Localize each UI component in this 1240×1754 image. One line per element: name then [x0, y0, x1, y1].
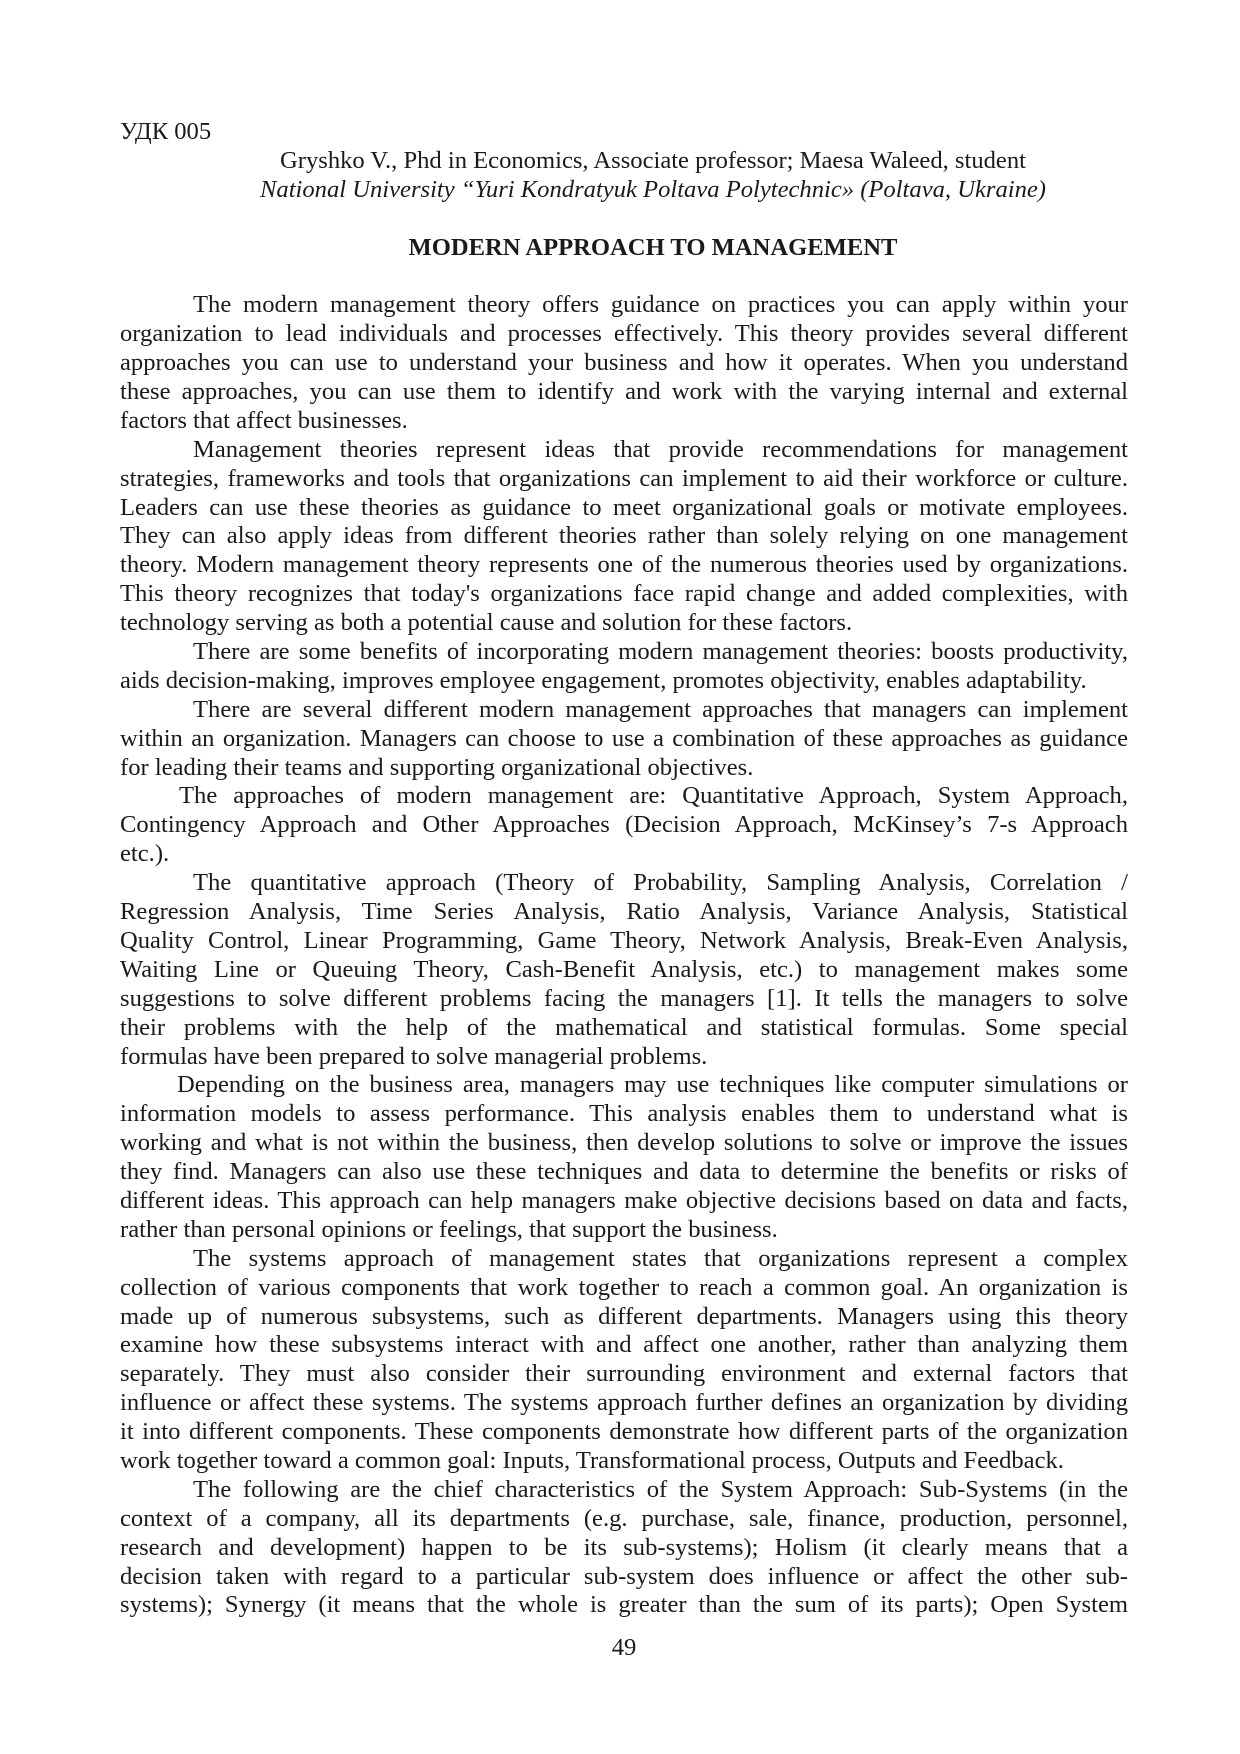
- body-text-line: they find. Managers can also use these techniques and data to determine the benefits or risks of: [120, 1158, 1128, 1186]
- article-title: MODERN APPROACH TO MANAGEMENT: [408, 233, 898, 261]
- body-text-line: working and what is not within the business, then develop solutions to solve or improve the issues: [120, 1129, 1128, 1157]
- body-text-line: This theory recognizes that today's organizations face rapid change and added complexities, with: [120, 580, 1128, 608]
- body-text-line: Management theories represent ideas that provide recommendations for management: [193, 435, 1128, 463]
- body-text-line: separately. They must also consider their surrounding environment and external factors that: [120, 1360, 1128, 1388]
- body-text-line: Quality Control, Linear Programming, Game Theory, Network Analysis, Break-Even Analysis,: [120, 926, 1128, 954]
- body-text-line: suggestions to solve different problems facing the managers [1]. It tells the managers to solve: [120, 984, 1128, 1012]
- paragraph: [120, 1245, 1128, 1476]
- body-text-line: it into different components. These components demonstrate how different parts of the organization: [120, 1418, 1128, 1446]
- body-text-line: There are several different modern management approaches that managers can implement: [193, 695, 1128, 723]
- paragraph: [120, 638, 1128, 696]
- body-text-line: these approaches, you can use them to identify and work with the varying internal and external: [120, 378, 1128, 406]
- body-text-line: organization to lead individuals and processes effectively. This theory provides several different: [120, 320, 1128, 348]
- page-number: 49: [611, 1634, 637, 1661]
- body-text-line: context of a company, all its departments (e.g. purchase, sale, finance, production, personnel,: [120, 1504, 1128, 1532]
- paragraph: [120, 869, 1128, 1071]
- body-text-line: There are some benefits of incorporating modern management theories: boosts productivity,: [193, 638, 1128, 666]
- page-content: [120, 118, 1128, 1620]
- body-text-line: information models to assess performance. This analysis enables them to understand what is: [120, 1100, 1128, 1128]
- body-text-line: research and development) happen to be its sub-systems); Holism (it clearly means that a: [120, 1533, 1128, 1561]
- body-text-line: theory. Modern management theory represents one of the numerous theories used by organizations.: [120, 551, 1128, 579]
- body-text-line: different ideas. This approach can help managers make objective decisions based on data and facts,: [120, 1186, 1128, 1214]
- body-text-line: influence or affect these systems. The systems approach further defines an organization by dividing: [120, 1389, 1128, 1417]
- body-text-line: The following are the chief characteristics of the System Approach: Sub-Systems (in the: [193, 1475, 1128, 1503]
- body-text-line: The modern management theory offers guidance on practices you can apply within your: [193, 291, 1128, 319]
- body-text-line: The approaches of modern management are: Quantitative Approach, System Approach,: [179, 782, 1128, 810]
- body-text-line: Leaders can use these theories as guidance to meet organizational goals or motivate employees.: [120, 493, 1128, 521]
- body-text-line: within an organization. Managers can choose to use a combination of these approaches as guidance: [120, 724, 1128, 752]
- body-text-line: They can also apply ideas from different theories rather than solely relying on one management: [120, 522, 1128, 550]
- body-text-line: decision taken with regard to a particular sub-system does influence or affect the other sub-: [120, 1562, 1128, 1590]
- body-text-line: their problems with the help of the mathematical and statistical formulas. Some special: [120, 1013, 1128, 1041]
- paragraph: [120, 436, 1128, 638]
- body-text-line: work together toward a common goal: Inputs, Transformational process, Outputs and Feedback.: [120, 1446, 1064, 1474]
- body-text-line: for leading their teams and supporting organizational objectives.: [120, 753, 754, 781]
- body-text-line: Waiting Line or Queuing Theory, Cash-Benefit Analysis, etc.) to management makes some: [120, 955, 1128, 983]
- paragraph: [120, 782, 1128, 869]
- body-text-line: Depending on the business area, managers may use techniques like computer simulations or: [177, 1071, 1128, 1099]
- author-line: Gryshko V., Phd in Economics, Associate professor; Maesa Waleed, student: [280, 146, 1026, 174]
- body-text-line: collection of various components that work together to reach a common goal. An organization is: [120, 1273, 1128, 1301]
- body-text-line: strategies, frameworks and tools that organizations can implement to aid their workforce or culture.: [120, 464, 1128, 492]
- paragraph: [120, 1071, 1128, 1244]
- paragraph: [120, 696, 1128, 783]
- body-text-line: The quantitative approach (Theory of Probability, Sampling Analysis, Correlation /: [193, 869, 1128, 897]
- body-text-line: rather than personal opinions or feelings, that support the business.: [120, 1215, 778, 1243]
- body-text-line: factors that affect businesses.: [120, 406, 408, 434]
- body-text-line: The systems approach of management states that organizations represent a complex: [193, 1244, 1128, 1272]
- body-text-line: systems); Synergy (it means that the whole is greater than the sum of its parts); Open System: [120, 1591, 1128, 1619]
- body-text-line: formulas have been prepared to solve managerial problems.: [120, 1042, 708, 1070]
- paragraph: [120, 291, 1128, 435]
- body-text-line: examine how these subsystems interact with and affect one another, rather than analyzing them: [120, 1331, 1128, 1359]
- body-text-line: aids decision-making, improves employee engagement, promotes objectivity, enables adaptability.: [120, 666, 1087, 694]
- body-text-line: made up of numerous subsystems, such as different departments. Managers using this theory: [120, 1302, 1128, 1330]
- body-text-line: technology serving as both a potential cause and solution for these factors.: [120, 609, 853, 637]
- body-text-line: etc.).: [120, 840, 170, 868]
- paragraph: [120, 1476, 1128, 1620]
- body-text-line: approaches you can use to understand your business and how it operates. When you understand: [120, 349, 1128, 377]
- body-text-line: Contingency Approach and Other Approaches (Decision Approach, McKinsey’s 7-s Approach: [120, 811, 1128, 839]
- affiliation-line: National University “Yuri Kondratyuk Poltava Polytechnic» (Poltava, Ukraine): [260, 175, 1046, 203]
- body-text-line: Regression Analysis, Time Series Analysis, Ratio Analysis, Variance Analysis, Statistical: [120, 898, 1128, 926]
- udc-code: УДК 005: [120, 118, 212, 145]
